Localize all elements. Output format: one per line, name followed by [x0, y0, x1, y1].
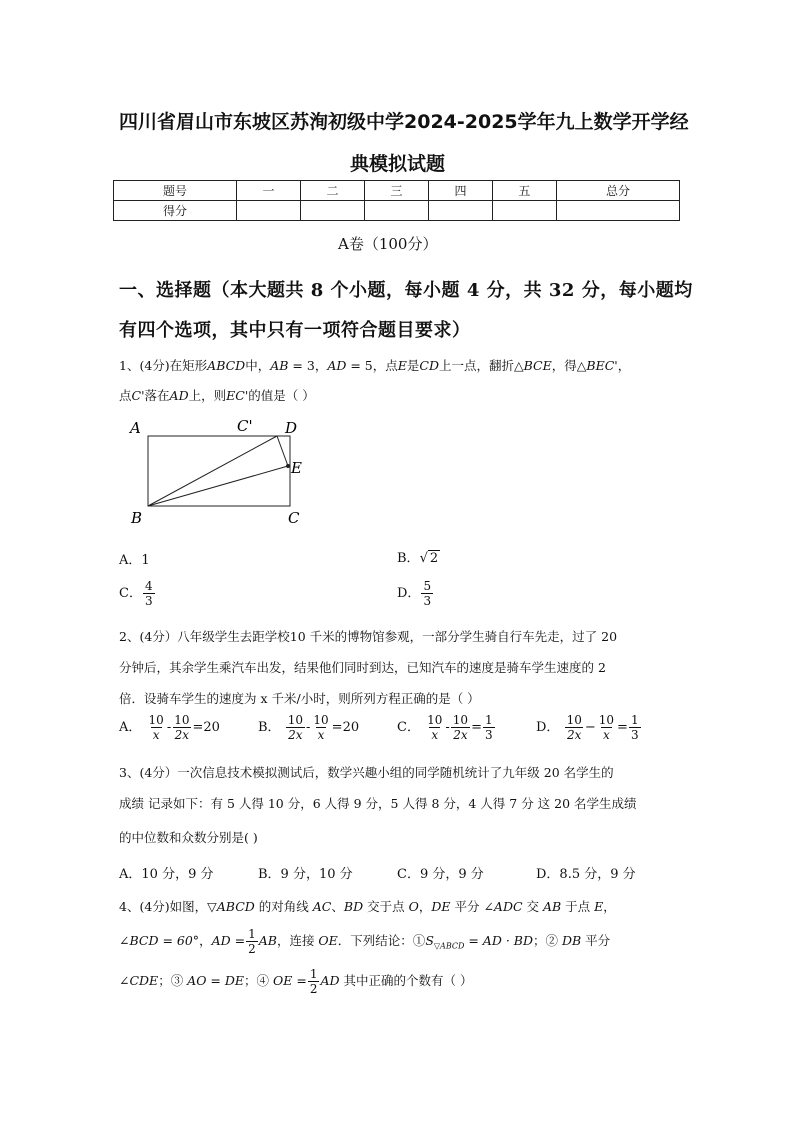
rhs: =20	[331, 720, 360, 735]
denominator: 3	[423, 594, 432, 608]
numerator: 10	[598, 713, 615, 727]
q4-text: ；②	[533, 933, 562, 948]
paper-title-line2: 典模拟试题	[350, 153, 446, 175]
q4-text: ，	[418, 899, 432, 914]
q4-text: ．下列结论：①	[337, 933, 426, 948]
q4-math: AD =	[211, 933, 246, 948]
q1-text: 1、(4分)在矩形	[119, 358, 208, 373]
q1-figure	[125, 415, 320, 530]
q1-text: 的值是（ ）	[248, 388, 315, 403]
denominator: 2x	[174, 728, 190, 742]
q4-text: 平分	[450, 899, 484, 914]
score-header-cell: 题号	[114, 181, 237, 201]
fraction	[451, 714, 470, 741]
numerator: 1	[630, 713, 639, 727]
q1-math: AD	[169, 388, 189, 403]
q2-line2: 分钟后，其余学生乘汽车出发，结果他们同时到达，已知汽车的速度是骑车学生速度的 2	[119, 660, 606, 675]
option-label: B．	[258, 720, 281, 735]
q1-math: = 3	[288, 358, 315, 373]
fraction	[286, 714, 305, 741]
q4-text: ；③	[158, 973, 188, 988]
q1-math: C'	[131, 388, 145, 403]
score-table-score-row	[114, 201, 680, 221]
operator: -	[166, 720, 172, 735]
q4-math: AC	[312, 899, 332, 914]
score-cell	[428, 201, 492, 221]
numerator: 10	[174, 713, 190, 727]
denominator: 2x	[453, 728, 468, 742]
numerator: 5	[423, 579, 432, 593]
q4-text: 交于点	[363, 899, 409, 914]
score-row-label: 得分	[114, 201, 237, 221]
q4-math: OE =	[273, 973, 307, 988]
q2-option-c[interactable]	[397, 714, 496, 741]
option-value: 2	[429, 551, 439, 566]
q3-line3: 的中位数和众数分别是( )	[119, 830, 258, 845]
q1-text: ，点	[372, 358, 398, 373]
denominator: 3	[484, 728, 493, 742]
fraction	[143, 580, 155, 607]
numerator: 10	[427, 713, 443, 727]
q4-text: 的对角线	[254, 899, 313, 914]
fraction	[246, 928, 258, 955]
q2-line3: 倍．设骑车学生的速度为 x 千米/小时，则所列方程正确的是（ ）	[119, 691, 480, 706]
volume-label: A卷（100分）	[338, 235, 438, 253]
label-c-prime: C'	[237, 417, 253, 435]
q1-option-b[interactable]	[397, 547, 440, 566]
q3-line2: 成绩 记录如下：有 5 人得 10 分，6 人得 9 分，5 人得 8 分，4 人得 7 分 这 20 名学生成绩	[119, 796, 637, 811]
q1-text: 落在	[144, 388, 170, 403]
q4-text: 、	[331, 899, 344, 914]
operator: -	[305, 720, 311, 735]
q4-math: O	[408, 899, 419, 914]
score-cell	[237, 201, 301, 221]
score-header-cell: 总分	[556, 181, 679, 201]
denominator: x	[603, 728, 610, 742]
q4-text: 其中正确的个数有（ ）	[339, 973, 473, 988]
option-label: B．	[397, 551, 420, 566]
q1-option-c[interactable]	[119, 580, 156, 607]
q2-line1: 2、(4分）八年级学生去距学校10 千米的博物馆参观，一部分学生骑自行车先走，过了 20	[119, 629, 618, 644]
score-cell	[300, 201, 364, 221]
q4-text: 4、(4分)如图，	[119, 899, 208, 914]
q4-text: ，	[603, 899, 616, 914]
q4-line2	[119, 928, 610, 955]
q1-math: △BCE	[514, 358, 552, 373]
q4-math: AB	[258, 933, 277, 948]
option-label: D．	[536, 720, 560, 735]
q4-text: ，连接	[276, 933, 319, 948]
q1-math: ABCD	[207, 358, 246, 373]
q3-option-a[interactable]: A．10 分，9 分	[119, 867, 214, 882]
fraction	[308, 968, 320, 995]
option-label: C．	[119, 586, 142, 601]
fraction	[483, 714, 495, 741]
denominator: 2	[248, 942, 256, 956]
segment-c-prime-e	[277, 436, 288, 466]
option-label: D．	[397, 586, 421, 601]
segment-bc-prime	[148, 436, 277, 506]
q3-option-d[interactable]: D．8.5 分，9 分	[536, 867, 636, 882]
denominator: 2x	[567, 728, 582, 742]
q4-line1	[119, 897, 616, 915]
q4-math: = AD · BD	[464, 933, 533, 948]
label-a: A	[130, 419, 141, 437]
q1-text: ，	[617, 358, 631, 373]
option-label: C．	[397, 720, 420, 735]
q1-math: AD	[327, 358, 347, 373]
segment-be	[148, 466, 288, 506]
numerator: 1	[248, 927, 256, 941]
numerator: 10	[313, 713, 329, 727]
q4-math: AD	[320, 973, 340, 988]
denominator: x	[317, 728, 325, 742]
q4-math: S	[425, 933, 434, 948]
q4-line3	[119, 968, 472, 995]
point-e	[286, 464, 290, 468]
q1-option-a[interactable]	[119, 549, 150, 568]
denominator: 2x	[288, 728, 303, 742]
score-header-cell: 五	[492, 181, 556, 201]
q4-text: ，	[199, 933, 212, 948]
sqrt-symbol: √ 2	[419, 551, 439, 566]
q1-text: 是	[406, 358, 420, 373]
numerator: 4	[144, 579, 153, 593]
score-cell	[556, 201, 679, 221]
q1-text: 点	[119, 388, 132, 403]
section1-heading-line2: 有四个选项，其中只有一项符合题目要求）	[119, 320, 471, 341]
score-table	[113, 180, 680, 221]
q4-math: DE	[431, 899, 451, 914]
q2-option-b[interactable]	[258, 714, 359, 741]
q1-text: ，	[314, 358, 328, 373]
q4-text: 交	[522, 899, 543, 914]
fraction	[147, 714, 166, 741]
numerator: 10	[148, 713, 164, 727]
fraction	[629, 714, 641, 741]
fraction	[425, 714, 444, 741]
numerator: 1	[309, 967, 318, 981]
q1-line2	[119, 386, 315, 404]
score-header-cell: 三	[364, 181, 428, 201]
numerator: 10	[287, 713, 303, 727]
q2-option-d[interactable]	[536, 714, 642, 741]
label-b: B	[131, 509, 143, 527]
numerator: 10	[566, 713, 582, 727]
q4-math: ∠CDE	[119, 973, 159, 988]
q1-math: △BEC'	[576, 358, 618, 373]
q4-math: ∠BCD = 60°	[119, 933, 200, 948]
q4-math: ∠ADC	[483, 899, 523, 914]
section1-heading-line1: 一、选择题（本大题共 8 个小题，每小题 4 分，共 32 分，每小题均	[119, 280, 693, 301]
operator: −	[584, 720, 596, 735]
q1-text: 上一点，翻折	[439, 358, 515, 373]
q1-math: AB	[270, 358, 289, 373]
score-cell	[364, 201, 428, 221]
fraction	[421, 580, 433, 607]
score-header-cell: 四	[428, 181, 492, 201]
q1-text: 上，则	[188, 388, 227, 403]
score-table-header-row	[114, 181, 680, 201]
option-label: A．	[119, 553, 142, 568]
denominator: 2	[309, 982, 318, 996]
operator: -	[445, 720, 450, 735]
q1-text: 中，	[245, 358, 271, 373]
q1-math: E	[397, 358, 407, 373]
q3-line1: 3、(4分）一次信息技术模拟测试后，数学兴趣小组的同学随机统计了九年级 20 名学生的	[119, 765, 614, 780]
q4-text: 平分	[581, 933, 611, 948]
label-d: D	[285, 419, 298, 437]
q1-text: ，得	[551, 358, 577, 373]
rhs: =20	[192, 720, 220, 735]
q2-option-a[interactable]	[119, 714, 220, 741]
fraction	[597, 714, 616, 741]
score-header-cell: 二	[300, 181, 364, 201]
option-value: 1	[141, 553, 150, 568]
denominator: x	[152, 728, 160, 742]
operator: =	[471, 720, 482, 735]
q4-math: BD	[343, 899, 364, 914]
q4-math: AB	[542, 899, 562, 914]
fraction	[311, 714, 330, 741]
denominator: 3	[630, 728, 639, 742]
q1-option-d[interactable]	[397, 580, 434, 607]
q1-line1	[119, 356, 630, 374]
denominator: 3	[144, 594, 153, 608]
q4-math: DB	[561, 933, 582, 948]
q1-math: EC'	[226, 388, 249, 403]
operator: =	[617, 720, 628, 735]
paper-title-line1: 四川省眉山市东坡区苏洵初级中学2024-2025学年九上数学开学经	[119, 111, 689, 133]
option-label: A．	[119, 720, 142, 735]
fraction	[172, 714, 191, 741]
q4-math: OE	[318, 933, 338, 948]
label-c: C	[288, 509, 300, 527]
q1-math: = 5	[346, 358, 373, 373]
denominator: x	[431, 728, 439, 742]
q3-option-b[interactable]: B．9 分，10 分	[258, 867, 353, 882]
q4-text: 于点	[561, 899, 595, 914]
q4-text: ；④	[244, 973, 273, 988]
score-header-cell: 一	[237, 181, 301, 201]
fraction	[565, 714, 584, 741]
numerator: 1	[484, 713, 493, 727]
q1-math: CD	[419, 358, 440, 373]
q4-math: AO = DE	[187, 973, 245, 988]
q4-math-subscript: ▽ABCD	[433, 941, 465, 951]
q4-math: ▽ABCD	[207, 899, 255, 914]
label-e: E	[291, 459, 302, 477]
score-cell	[492, 201, 556, 221]
q3-option-c[interactable]: C．9 分，9 分	[397, 867, 484, 882]
numerator: 10	[452, 713, 469, 727]
q4-math: E	[594, 899, 604, 914]
